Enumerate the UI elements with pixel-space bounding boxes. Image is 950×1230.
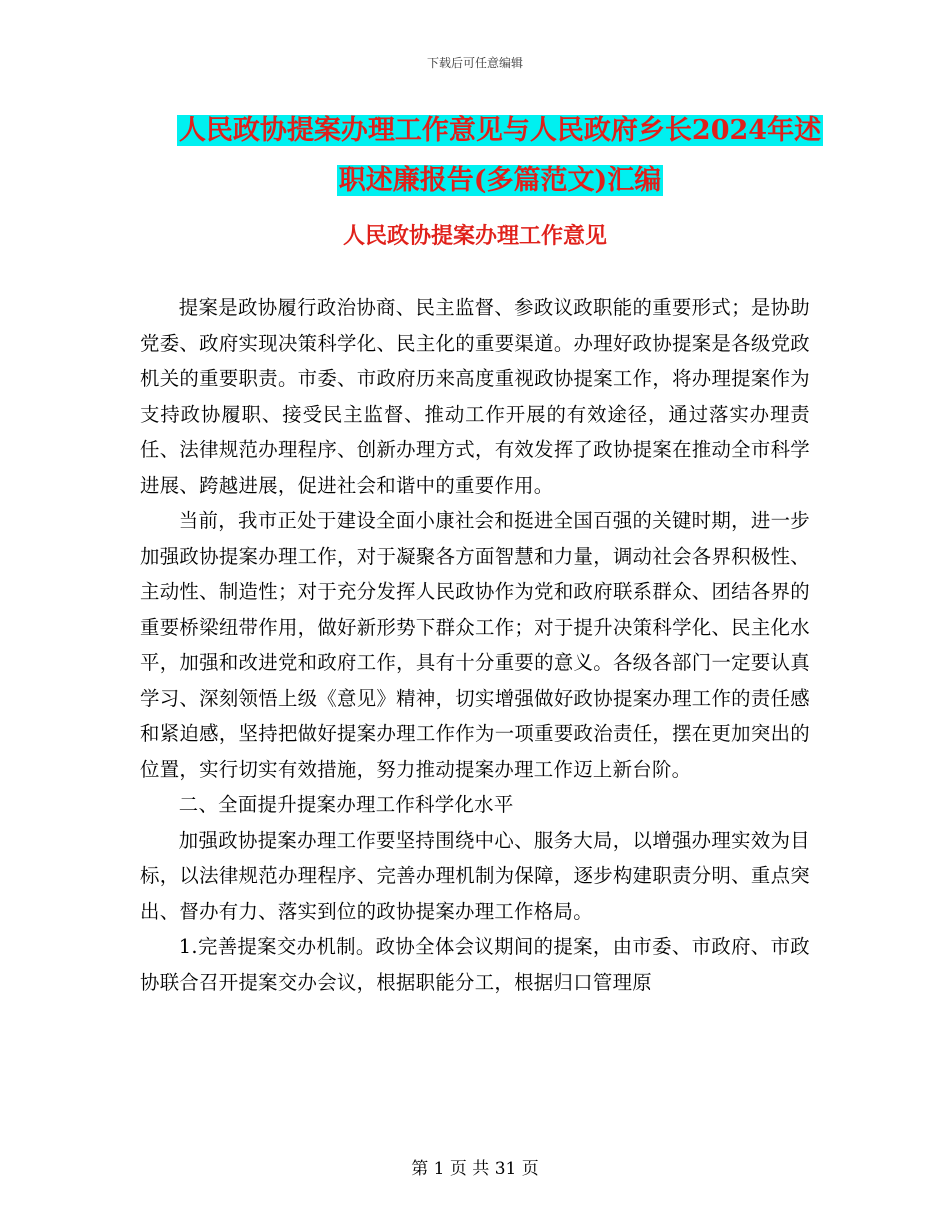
header-note: 下载后可任意编辑	[426, 56, 523, 70]
title-line-2: 职述廉报告(多篇范文)汇编	[338, 165, 662, 196]
paragraph: 1.完善提案交办机制。政协全体会议期间的提案，由市委、市政府、市政协联合召开提案交办会议，根据职能分工，根据归口管理原	[140, 935, 810, 994]
section-title: 人民政协提案办理工作意见	[342, 223, 607, 249]
paragraph: 提案是政协履行政治协商、民主监督、参政议政职能的重要形式；是协助党委、政府实现决策科学化、民主化的重要渠道。办理好政协提案是各级党政机关的重要职责。市委、市政府历来高度重视政协提案工作，将办理提案作为支持政协履职、接受民主监督、推动工作开展的有效途径，通过落实办理责任、法律规范办理程序、创新办理方式，有效发挥了政协提案在推动全市科学进展、跨越进展，促进社会和谐中的重要作用。	[140, 296, 810, 497]
paragraph: 当前，我市正处于建设全面小康社会和挺进全国百强的关键时期，进一步加强政协提案办理工作，对于凝聚各方面智慧和力量，调动社会各界积极性、主动性、制造性；对于充分发挥人民政协作为党和政府联系群众、团结各界的重要桥梁纽带作用，做好新形势下群众工作；对于提升决策科学化、民主化水平，加强和改进党和政府工作，具有十分重要的意义。各级各部门一定要认真学习、深刻领悟上级《意见》精神，切实增强做好政协提案办理工作的责任感和紧迫感，坚持把做好提案办理工作作为一项重要政治责任，摆在更加突出的位置，实行切实有效措施，努力推动提案办理工作迈上新台阶。	[140, 509, 810, 781]
paragraph: 加强政协提案办理工作要坚持围绕中心、服务大局，以增强办理实效为目标，以法律规范办理程序、完善办理机制为保障，逐步构建职责分明、重点突出、督办有力、落实到位的政协提案办理工作格局。	[140, 828, 810, 923]
page-number: 第 1 页 共 31 页	[411, 1159, 539, 1179]
subheading: 二、全面提升提案办理工作科学化水平	[178, 793, 514, 816]
document-body	[140, 290, 810, 1000]
document-title	[150, 106, 850, 206]
title-line-1: 人民政协提案办理工作意见与人民政府乡长2024年述	[178, 115, 822, 146]
